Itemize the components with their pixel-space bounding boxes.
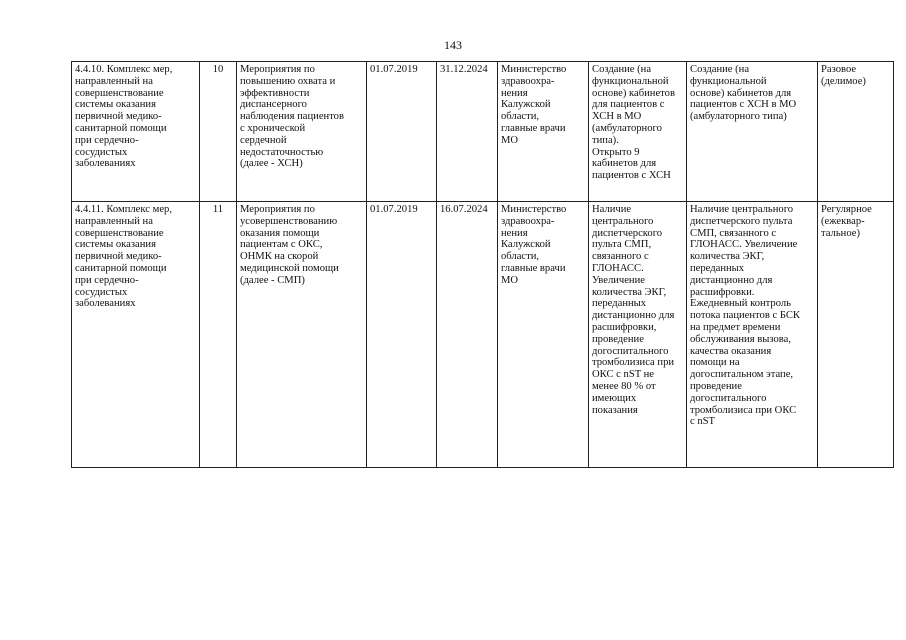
section-cell: 4.4.11. Комплекс мер, направленный на совершенствование системы оказания первичной медико- санитарной помощи при сердечно- сосудистых заболеваниях <box>72 202 200 468</box>
section-cell: 4.4.10. Комплекс мер, направленный на совершенствование системы оказания первичной медико- санитарной помощи при сердечно- сосудистых заболеваниях <box>72 62 200 202</box>
result-cell: Создание (на функциональной основе) кабинетов для пациентов с ХСН в МО (амбулаторного типа). Открыто 9 кабинетов для пациентов с ХСН <box>589 62 687 202</box>
type-cell: Регулярное (ежеквар- тальное) <box>818 202 894 468</box>
end-date-cell: 16.07.2024 <box>437 202 498 468</box>
type-cell: Разовое (делимое) <box>818 62 894 202</box>
start-date-cell: 01.07.2019 <box>367 202 437 468</box>
result-cell: Наличие центрального диспетчерского пульта СМП, связанного с ГЛОНАСС. Увеличение количества ЭКГ, переданных дистанционно для расшифровки, проведение догоспитального тромболизиса при ОКС с nST не менее 80 % от имеющих показания <box>589 202 687 468</box>
number-cell: 11 <box>200 202 237 468</box>
indicator-cell: Наличие центрального диспетчерского пульта СМП, связанного с ГЛОНАСС. Увеличение количества ЭКГ, переданных дистанционно для расшифровки. Ежедневный контроль потока пациентов с БСК на предмет времени обслуживания вызова, качества оказания помощи на догоспитальном этапе, проведение догоспитального тромболизиса при ОКС с nST <box>687 202 818 468</box>
start-date-cell: 01.07.2019 <box>367 62 437 202</box>
measure-cell: Мероприятия по усовершенствованию оказания помощи пациентам с ОКС, ОНМК на скорой медицинской помощи (далее - СМП) <box>237 202 367 468</box>
measures-table <box>71 61 894 468</box>
responsible-cell: Министерство здравоохра- нения Калужской области, главные врачи МО <box>498 202 589 468</box>
end-date-cell: 31.12.2024 <box>437 62 498 202</box>
table-row <box>72 202 894 468</box>
indicator-cell: Создание (на функциональной основе) кабинетов для пациентов с ХСН в МО (амбулаторного типа) <box>687 62 818 202</box>
page-number: 143 <box>444 38 462 52</box>
measure-cell: Мероприятия по повышению охвата и эффективности диспансерного наблюдения пациентов с хронической сердечной недостаточностью (далее - ХСН) <box>237 62 367 202</box>
number-cell: 10 <box>200 62 237 202</box>
responsible-cell: Министерство здравоохра- нения Калужской области, главные врачи МО <box>498 62 589 202</box>
table-row <box>72 62 894 202</box>
